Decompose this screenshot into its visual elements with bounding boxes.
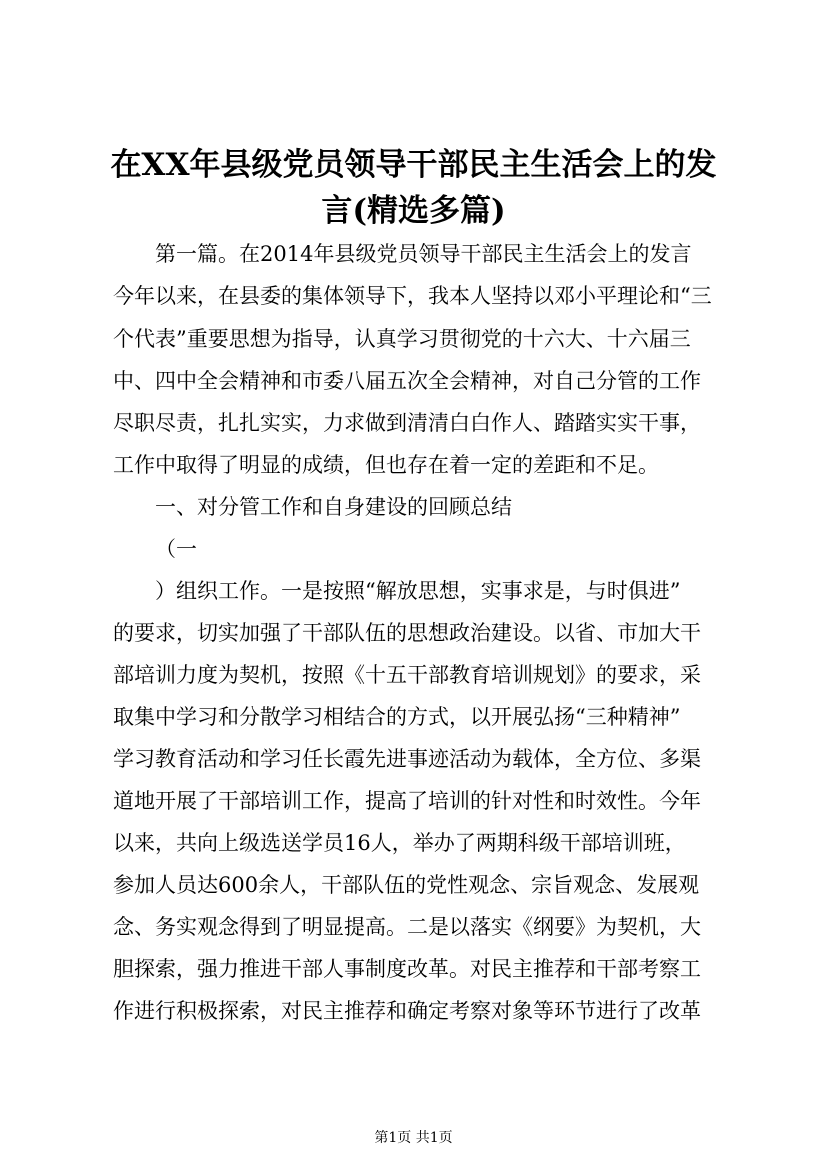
body-line: 取集中学习和分散学习相结合的方式，以开展弘扬“三种精神” bbox=[113, 705, 681, 729]
body-line: 今年以来，在县委的集体领导下，我本人坚持以邓小平理论和“三 bbox=[113, 284, 712, 308]
body-line: 学习教育活动和学习任长霞先进事迹活动为载体，全方位、多渠 bbox=[113, 747, 701, 771]
document-title-line-2: 言(精选多篇) bbox=[321, 193, 506, 229]
body-line: 的要求，切实加强了干部队伍的思想政治建设。以省、市加大干 bbox=[113, 621, 701, 645]
body-line: 尽职尽责，扎扎实实，力求做到清清白白作人、踏踏实实干事， bbox=[113, 411, 701, 435]
body-line: 参加人员达600余人，干部队伍的党性观念、宗旨观念、发展观 bbox=[113, 873, 700, 897]
document-title-line-1: 在XX年县级党员领导干部民主生活会上的发 bbox=[110, 147, 717, 183]
body-line: 第一篇。在2014年县级党员领导干部民主生活会上的发言 bbox=[155, 242, 692, 266]
body-line: 个代表”重要思想为指导，认真学习贯彻党的十六大、十六届三 bbox=[113, 327, 691, 351]
body-line: 作进行积极探索，对民主推荐和确定考察对象等环节进行了改革 bbox=[113, 999, 701, 1023]
body-line: 念、务实观念得到了明显提高。二是以落实《纲要》为契机，大 bbox=[113, 915, 701, 939]
body-line: 工作中取得了明显的成绩，但也存在着一定的差距和不足。 bbox=[113, 453, 659, 477]
body-line: 以来，共向上级选送学员16人，举办了两期科级干部培训班， bbox=[113, 831, 686, 855]
body-line: 道地开展了干部培训工作，提高了培训的针对性和时效性。今年 bbox=[113, 789, 701, 813]
body-line: （一 bbox=[155, 537, 197, 561]
section-heading: 一、对分管工作和自身建设的回顾总结 bbox=[155, 495, 512, 519]
body-line: 部培训力度为契机，按照《十五干部教育培训规划》的要求，采 bbox=[113, 663, 701, 687]
body-line: 中、四中全会精神和市委八届五次全会精神，对自己分管的工作 bbox=[113, 369, 701, 393]
page-number-footer: 第1页 共1页 bbox=[374, 1130, 453, 1146]
body-line: ）组织工作。一是按照“解放思想，实事求是，与时俱进” bbox=[155, 579, 681, 603]
body-line: 胆探索，强力推进干部人事制度改革。对民主推荐和干部考察工 bbox=[113, 957, 701, 981]
